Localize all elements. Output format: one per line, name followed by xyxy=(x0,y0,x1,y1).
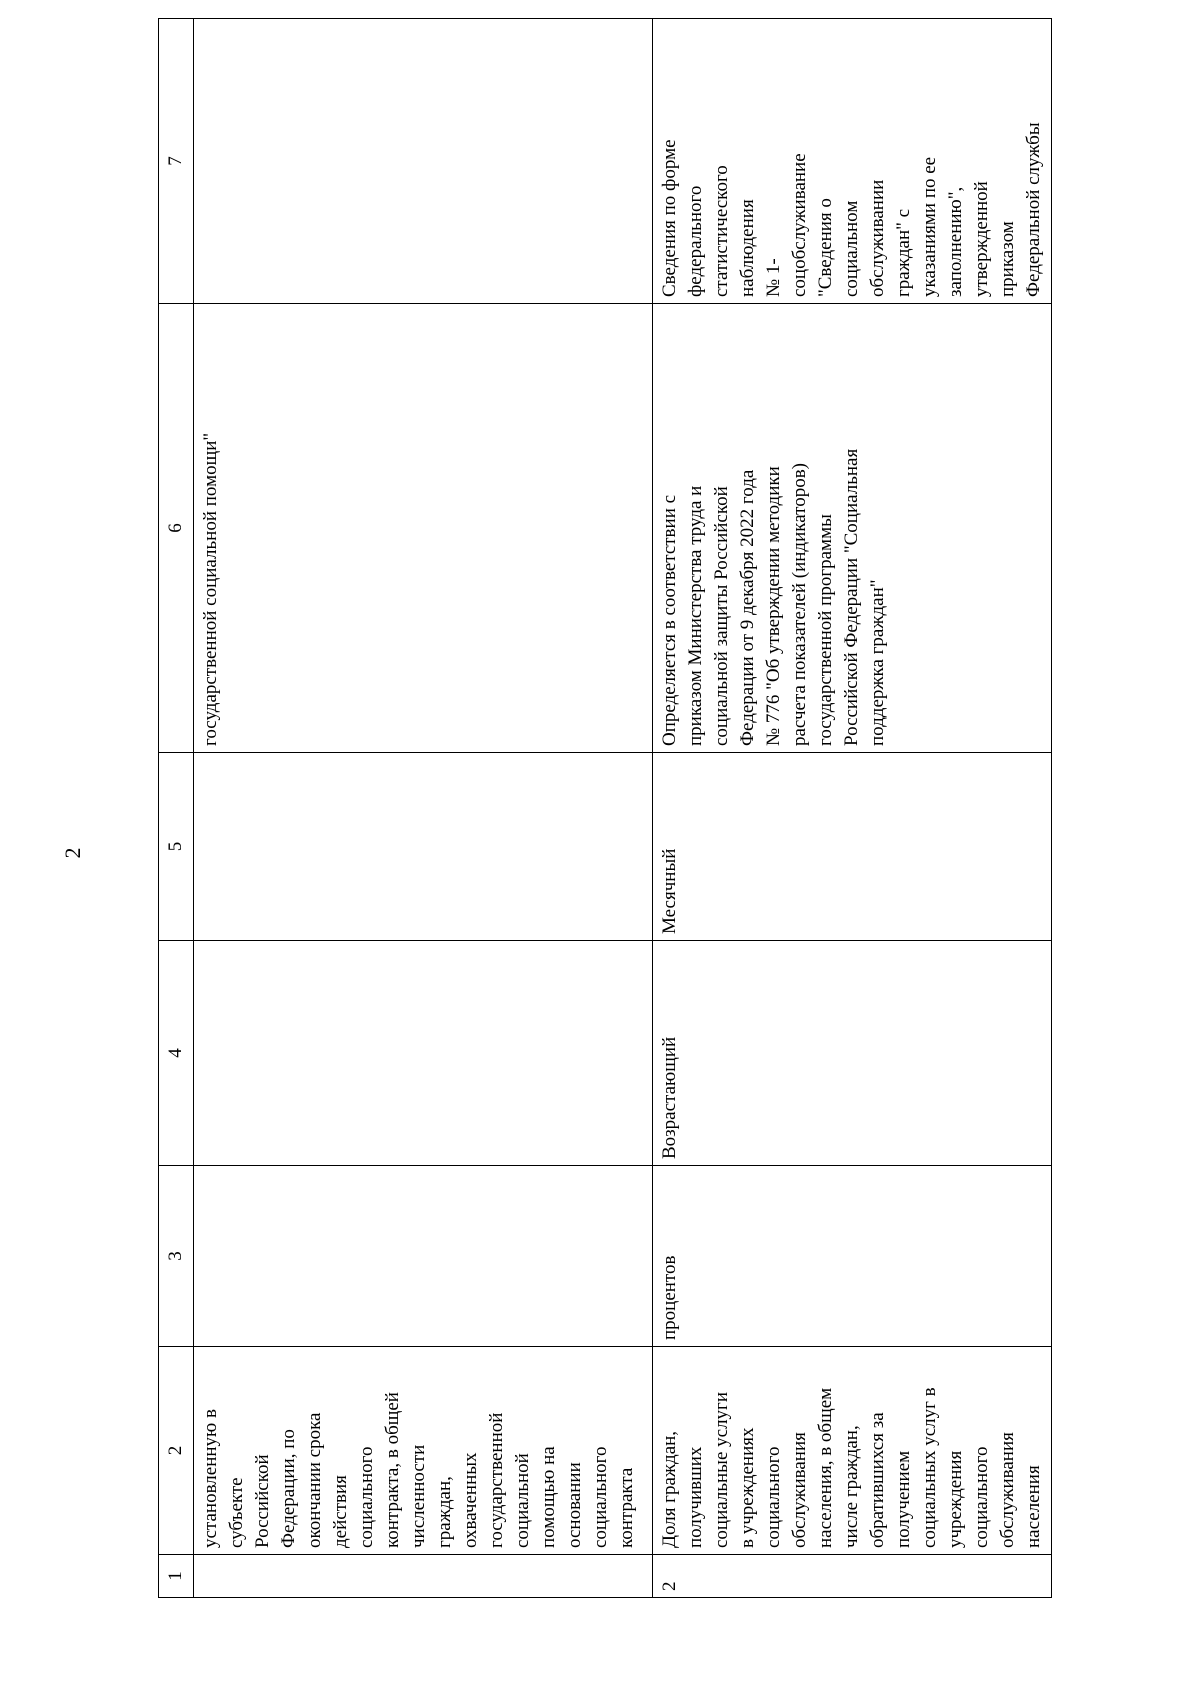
table-cell: Определяется в соответствии с приказом Министерства труда и социальной защиты Российской Федерации от 9 декабря 2022 года № 776 "Об утверждении методики расчета показателей (индикаторов) государственной программы Российской Федерации "Социальная поддержка граждан" xyxy=(653,304,1052,753)
table-cell: Сведения по форме федерального статистического наблюдения № 1- соцобслуживание "Сведения о социальном обслуживании граждан" с указаниями по ее заполнению", утвержденной приказом Федеральной службы xyxy=(653,19,1052,304)
indicators-table xyxy=(158,18,1052,1598)
table-cell: Месячный xyxy=(653,753,1052,941)
page-number: 2 xyxy=(60,847,85,859)
table-cell: 2 xyxy=(653,1555,1052,1598)
column-header-3: 3 xyxy=(159,1166,194,1347)
column-header-5: 5 xyxy=(159,753,194,941)
table-cell: процентов xyxy=(653,1166,1052,1347)
table-cell: государственной социальной помощи" xyxy=(194,304,653,753)
table-cell xyxy=(194,941,653,1166)
table-cell xyxy=(194,1166,653,1347)
table-cell xyxy=(194,1555,653,1598)
column-header-6: 6 xyxy=(159,304,194,753)
table-cell: Доля граждан, получивших социальные услуги в учреждениях социального обслуживания населения, в общем числе граждан, обратившихся за получением социальных услуг в учреждения социального обслуживания населения xyxy=(653,1347,1052,1555)
table-cell: Возрастающий xyxy=(653,941,1052,1166)
column-header-2: 2 xyxy=(159,1347,194,1555)
table-cell: установленную в субъекте Российской Федерации, по окончании срока действия социального контракта, в общей численности граждан, охваченных государственной социальной помощью на основании социального контракта xyxy=(194,1347,653,1555)
table-cell xyxy=(194,753,653,941)
rotated-table-sheet xyxy=(158,110,1078,1598)
table-row xyxy=(194,19,653,1598)
table-cell xyxy=(194,19,653,304)
table-row xyxy=(653,19,1052,1598)
column-header-1: 1 xyxy=(159,1555,194,1598)
column-number-row xyxy=(159,19,194,1598)
column-header-7: 7 xyxy=(159,19,194,304)
column-header-4: 4 xyxy=(159,941,194,1166)
